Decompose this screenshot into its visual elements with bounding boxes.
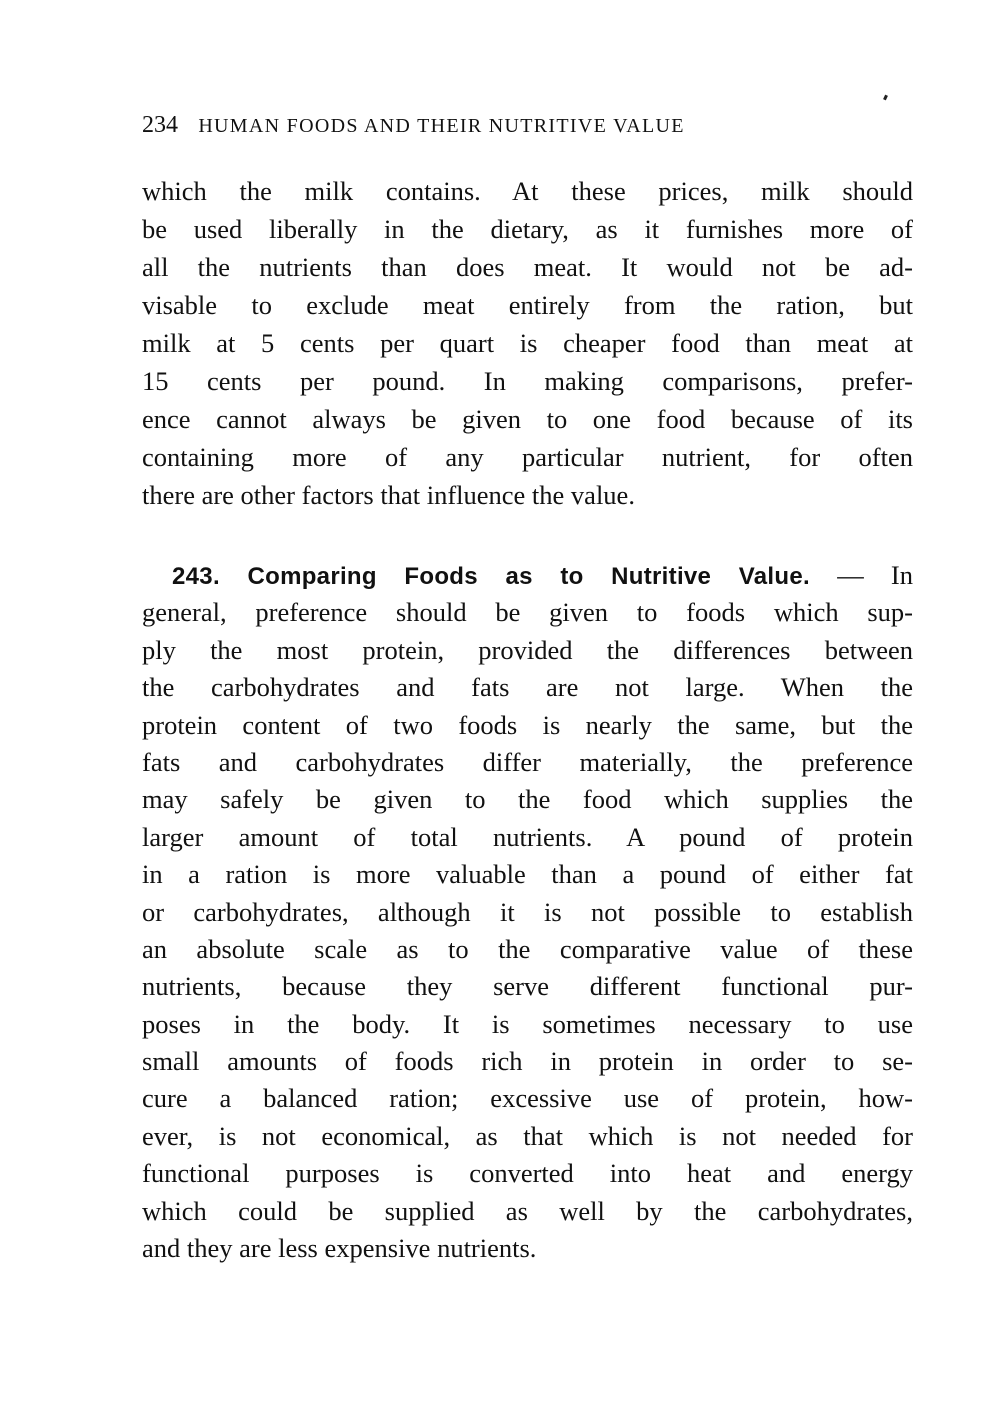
- text-line: containing more of any particular nutrient, for often: [142, 442, 913, 472]
- text-line: and they are less expensive nutrients.: [142, 1233, 537, 1264]
- text-line: cure a balanced ration; excessive use of protein, how-: [142, 1083, 913, 1114]
- text-line: or carbohydrates, although it is not possible to establish: [142, 896, 913, 927]
- text-line: small amounts of foods rich in protein in order to se-: [142, 1046, 913, 1077]
- text-line: protein content of two foods is nearly the same, but the: [142, 709, 913, 740]
- section-first-line-text: — In: [837, 560, 914, 590]
- text-line: which the milk contains. At these prices, milk should: [142, 176, 913, 206]
- text-line: larger amount of total nutrients. A pound of protein: [142, 821, 913, 852]
- section-243: [142, 557, 913, 1267]
- section-heading: 243. Comparing Foods as to Nutritive Value.: [172, 563, 810, 590]
- text-line: 15 cents per pound. In making comparisons, prefer-: [142, 366, 913, 396]
- text-line: an absolute scale as to the comparative value of these: [142, 933, 913, 964]
- section-first-line: [142, 557, 913, 594]
- text-line: nutrients, because they serve different functional pur-: [142, 971, 913, 1002]
- text-line: all the nutrients than does meat. It would not be ad-: [142, 252, 913, 282]
- text-line: milk at 5 cents per quart is cheaper food than meat at: [142, 328, 913, 358]
- page-number: 234: [142, 112, 178, 138]
- running-header: [142, 112, 862, 139]
- text-line: visable to exclude meat entirely from the ration, but: [142, 290, 913, 320]
- text-line: poses in the body. It is sometimes necessary to use: [142, 1008, 913, 1039]
- text-line: fats and carbohydrates differ materially, the preference: [142, 746, 913, 777]
- text-line: the carbohydrates and fats are not large. When the: [142, 672, 913, 703]
- text-line: ply the most protein, provided the differences between: [142, 634, 913, 665]
- paragraph-continued: [142, 172, 913, 514]
- text-line: which could be supplied as well by the carbohydrates,: [142, 1195, 913, 1226]
- text-line: may safely be given to the food which supplies the: [142, 784, 913, 815]
- running-title: HUMAN FOODS AND THEIR NUTRITIVE VALUE: [198, 115, 685, 137]
- text-line: there are other factors that influence the value.: [142, 480, 635, 510]
- text-line: ever, is not economical, as that which is not needed for: [142, 1120, 913, 1151]
- text-line: ence cannot always be given to one food because of its: [142, 404, 913, 434]
- text-line: general, preference should be given to foods which sup-: [142, 597, 913, 628]
- text-line: in a ration is more valuable than a pound of either fat: [142, 859, 913, 890]
- text-line: functional purposes is converted into heat and energy: [142, 1158, 913, 1189]
- text-line: be used liberally in the dietary, as it furnishes more of: [142, 214, 913, 244]
- scan-speck: [883, 95, 888, 101]
